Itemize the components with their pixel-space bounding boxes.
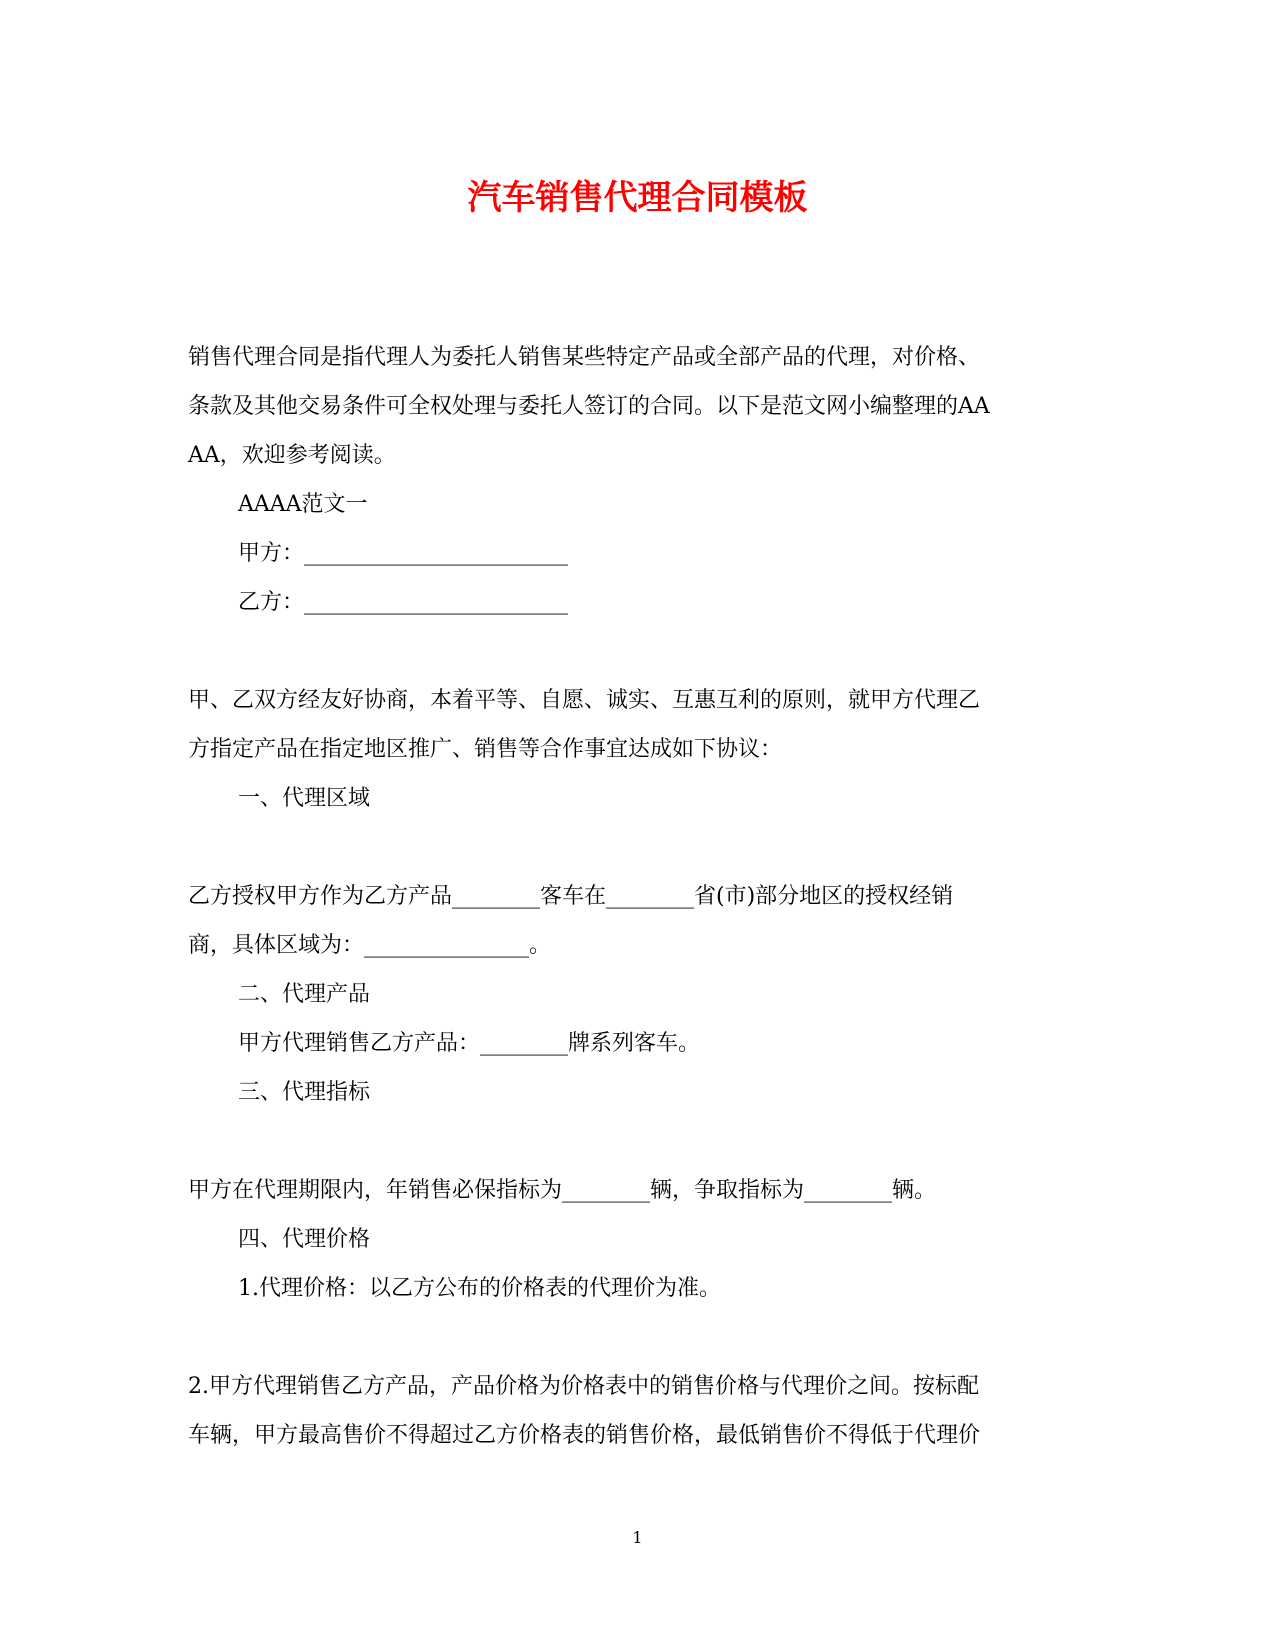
intro-line: AA，欢迎参考阅读。 [188, 443, 396, 468]
paragraph-gap [188, 627, 1088, 676]
party-b-line: 乙方：________________________ [238, 590, 569, 615]
section1-line: 商，具体区域为：_______________。 [188, 933, 552, 958]
intro-line: 条款及其他交易条件可全权处理与委托人签订的合同。以下是范文网小编整理的AA [188, 394, 990, 419]
sample-heading: AAAA范文一 [238, 492, 368, 517]
paragraph-gap [188, 1117, 1088, 1166]
paragraph-gap [188, 1313, 1088, 1362]
section3-text: 甲方在代理期限内，年销售必保指标为________辆，争取指标为________辆。 [188, 1178, 937, 1203]
page-number: 1 [632, 1528, 643, 1547]
section-heading-4: 四、代理价格 [238, 1227, 371, 1252]
section-heading-1: 一、代理区域 [238, 786, 371, 811]
section-heading-3: 三、代理指标 [238, 1080, 371, 1105]
preamble-line: 方指定产品在指定地区推广、销售等合作事宜达成如下协议： [188, 737, 783, 762]
preamble-line: 甲、乙双方经友好协商，本着平等、自愿、诚实、互惠互利的原则，就甲方代理乙 [188, 688, 981, 713]
document-title: 汽车销售代理合同模板 [467, 178, 808, 218]
section4-item-2-line: 2.甲方代理销售乙方产品，产品价格为价格表中的销售价格与代理价之间。按标配 [188, 1374, 979, 1399]
party-a-line: 甲方：________________________ [238, 541, 569, 566]
document-body [188, 333, 1088, 1460]
section-heading-2: 二、代理产品 [238, 982, 371, 1007]
section2-text: 甲方代理销售乙方产品：________牌系列客车。 [238, 1031, 701, 1056]
section1-line: 乙方授权甲方作为乙方产品________客车在________省(市)部分地区的授权经销 [188, 884, 954, 909]
intro-line: 销售代理合同是指代理人为委托人销售某些特定产品或全部产品的代理，对价格、 [188, 345, 981, 370]
section4-item-1: 1.代理价格：以乙方公布的价格表的代理价为准。 [238, 1276, 721, 1301]
paragraph-gap [188, 823, 1088, 872]
section4-item-2-line: 车辆，甲方最高售价不得超过乙方价格表的销售价格，最低销售价不得低于代理价 [188, 1423, 981, 1448]
